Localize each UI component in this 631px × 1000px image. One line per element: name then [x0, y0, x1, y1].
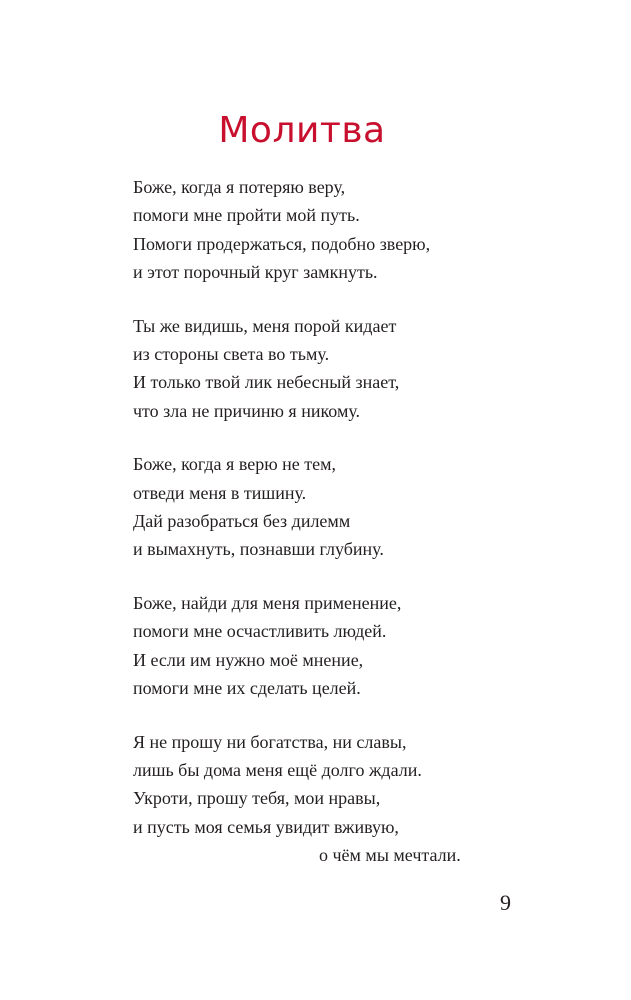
poem-line-tail: о чём мы мечтали.: [319, 845, 461, 866]
poem-line: И только твой лик небесный знает,: [133, 372, 400, 393]
poem-line: Укроти, прошу тебя, мои нравы,: [133, 788, 381, 809]
poem-line: и вымахнуть, познавши глубину.: [133, 539, 384, 560]
stanza-3: [133, 450, 533, 564]
poem-line: лишь бы дома меня ещё долго ждали.: [133, 759, 422, 780]
poem-line: помоги мне осчастливить людей.: [133, 621, 387, 642]
poem-line: и пусть моя семья увидит вживую,: [133, 816, 399, 837]
poem-line: что зла не причиню я никому.: [133, 400, 361, 421]
page-number: 9: [500, 890, 511, 915]
poem-line: Я не прошу ни богатства, ни славы,: [133, 731, 407, 752]
poem-line: И если им нужно моё мнение,: [133, 649, 364, 670]
poem-line: Ты же видишь, меня порой кидает: [133, 315, 397, 336]
poem-line: и этот порочный круг замкнуть.: [133, 262, 378, 283]
poem-line: помоги мне их сделать целей.: [133, 678, 361, 699]
poem-line: помоги мне пройти мой путь.: [133, 205, 360, 226]
poem-body: [133, 173, 533, 895]
poem-line: из стороны света во тьму.: [133, 344, 330, 365]
stanza-5: [133, 728, 533, 870]
poem-line: Помоги продержаться, подобно зверю,: [133, 233, 431, 254]
poem-line: Боже, когда я верю не тем,: [133, 454, 337, 475]
stanza-2: [133, 312, 533, 426]
poem-line: Дай разобраться без дилемм: [133, 511, 351, 532]
poem-line: Боже, когда я потеряю веру,: [133, 177, 346, 197]
stanza-1: [133, 173, 533, 287]
poem-title: Молитва: [218, 110, 386, 151]
poem-line: отведи меня в тишину.: [133, 482, 307, 503]
stanza-4: [133, 589, 533, 703]
poem-line: Боже, найди для меня применение,: [133, 592, 402, 613]
